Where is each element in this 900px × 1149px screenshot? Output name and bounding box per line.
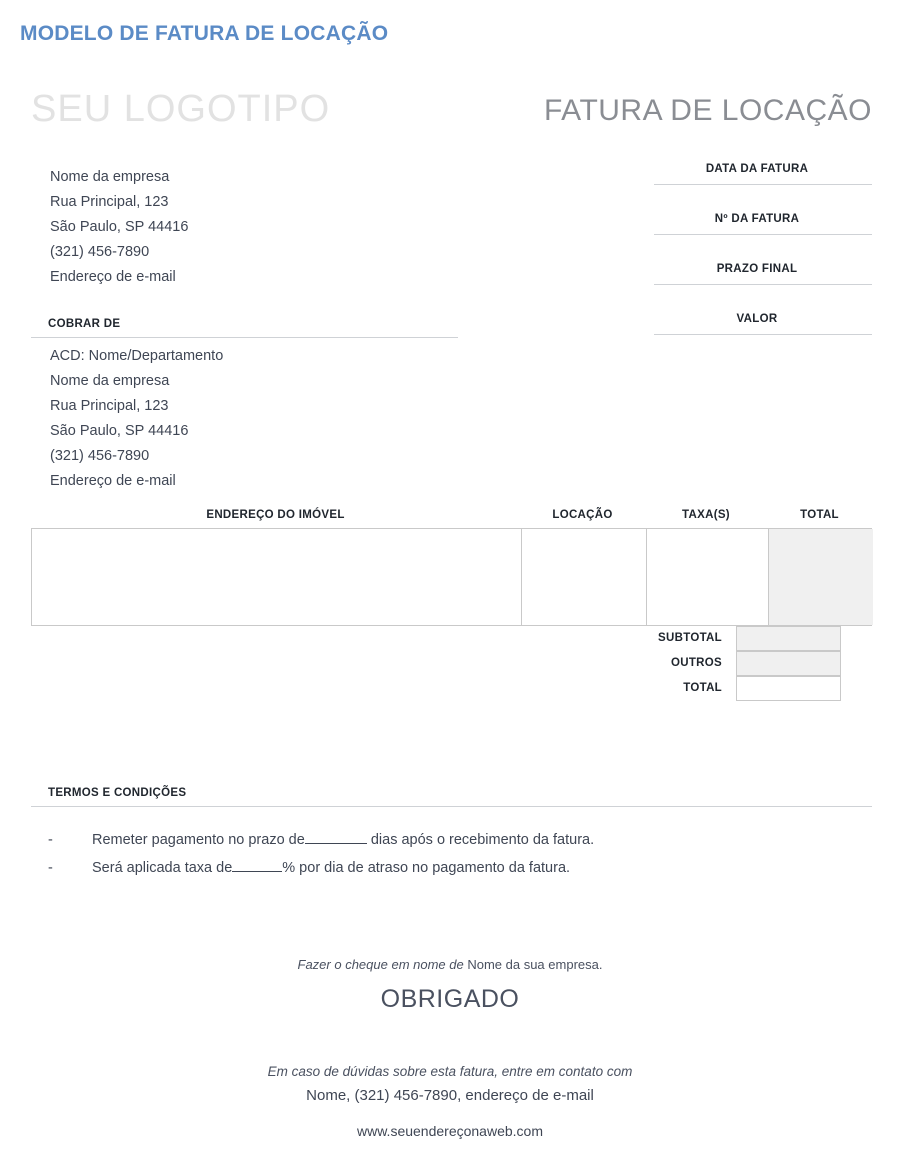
totals-row-others [614, 651, 872, 676]
bill-to-line: Rua Principal, 123 [50, 398, 169, 414]
bill-to-line: Nome da empresa [50, 373, 170, 389]
page-title: MODELO DE FATURA DE LOCAÇÃO [20, 22, 389, 45]
meta-label: VALOR [736, 313, 778, 325]
meta-field-due-date[interactable] [654, 263, 872, 313]
totals-section [614, 626, 872, 701]
company-address-block [50, 165, 188, 290]
bill-to-header: COBRAR DE [48, 318, 121, 330]
check-payable-company: Nome da sua empresa. [463, 957, 603, 972]
terms-text-after: % por dia de atraso no pagamento da fatura. [282, 860, 571, 876]
column-header-rent: LOCAÇÃO [552, 509, 613, 521]
totals-label: TOTAL [683, 682, 722, 694]
footer [0, 955, 900, 1139]
terms-blank-field[interactable] [232, 871, 282, 872]
terms-item [48, 826, 848, 854]
check-payable-prefix: Fazer o cheque em nome de [297, 957, 464, 972]
terms-text-before: Será aplicada taxa de [92, 860, 233, 876]
meta-label: DATA DA FATURA [705, 163, 809, 175]
terms-text-after: dias após o recebimento da fatura. [370, 832, 595, 848]
meta-underline [654, 234, 872, 235]
invoice-meta-fields [654, 163, 872, 363]
column-header-fees: TAXA(S) [682, 509, 730, 521]
column-header-total: TOTAL [800, 509, 839, 521]
terms-bullet: - [48, 860, 53, 876]
bill-to-underline [31, 337, 458, 338]
items-table-body [31, 528, 872, 626]
totals-label: OUTROS [671, 657, 722, 669]
cell-property-address[interactable] [32, 529, 521, 625]
items-table-header-row [31, 509, 872, 527]
cell-total[interactable] [768, 529, 873, 625]
check-payable-line [0, 955, 900, 975]
column-header-property-address: ENDEREÇO DO IMÓVEL [206, 509, 345, 521]
meta-field-invoice-number[interactable] [654, 213, 872, 263]
meta-underline [654, 334, 872, 335]
totals-value-others[interactable] [736, 651, 841, 676]
company-address-line: Nome da empresa [50, 169, 170, 185]
totals-value-total[interactable] [736, 676, 841, 701]
terms-bullet: - [48, 832, 53, 848]
cell-rent[interactable] [521, 529, 646, 625]
website-text: www.seuendereçonaweb.com [357, 1123, 543, 1139]
bill-to-line: São Paulo, SP 44416 [50, 423, 189, 439]
bill-to-line: (321) 456-7890 [50, 448, 150, 464]
terms-list [48, 826, 848, 882]
totals-value-subtotal[interactable] [736, 626, 841, 651]
totals-row-subtotal [614, 626, 872, 651]
meta-label: Nº DA FATURA [714, 213, 800, 225]
totals-label: SUBTOTAL [658, 632, 722, 644]
bill-to-block [50, 344, 223, 494]
company-address-line: São Paulo, SP 44416 [50, 219, 189, 235]
terms-item [48, 854, 848, 882]
meta-field-invoice-date[interactable] [654, 163, 872, 213]
terms-blank-field[interactable] [305, 843, 367, 844]
thank-you-text: OBRIGADO [380, 985, 520, 1013]
contact-details-text: Nome, (321) 456-7890, endereço de e-mail [306, 1087, 594, 1104]
terms-underline [31, 806, 872, 807]
bill-to-line: ACD: Nome/Departamento [50, 348, 224, 364]
cell-fees[interactable] [646, 529, 768, 625]
logo-placeholder: SEU LOGOTIPO [31, 88, 331, 130]
totals-row-total [614, 676, 872, 701]
meta-label: PRAZO FINAL [716, 263, 798, 275]
meta-underline [654, 284, 872, 285]
bill-to-line: Endereço de e-mail [50, 473, 176, 489]
contact-intro-text: Em caso de dúvidas sobre esta fatura, entre em contato com [267, 1064, 633, 1079]
invoice-heading: FATURA DE LOCAÇÃO [543, 94, 872, 127]
company-address-line: Rua Principal, 123 [50, 194, 169, 210]
meta-underline [654, 184, 872, 185]
meta-field-amount[interactable] [654, 313, 872, 363]
terms-text-before: Remeter pagamento no prazo de [92, 832, 305, 848]
company-address-line: Endereço de e-mail [50, 269, 176, 285]
company-address-line: (321) 456-7890 [50, 244, 150, 260]
terms-header: TERMOS E CONDIÇÕES [48, 787, 187, 799]
